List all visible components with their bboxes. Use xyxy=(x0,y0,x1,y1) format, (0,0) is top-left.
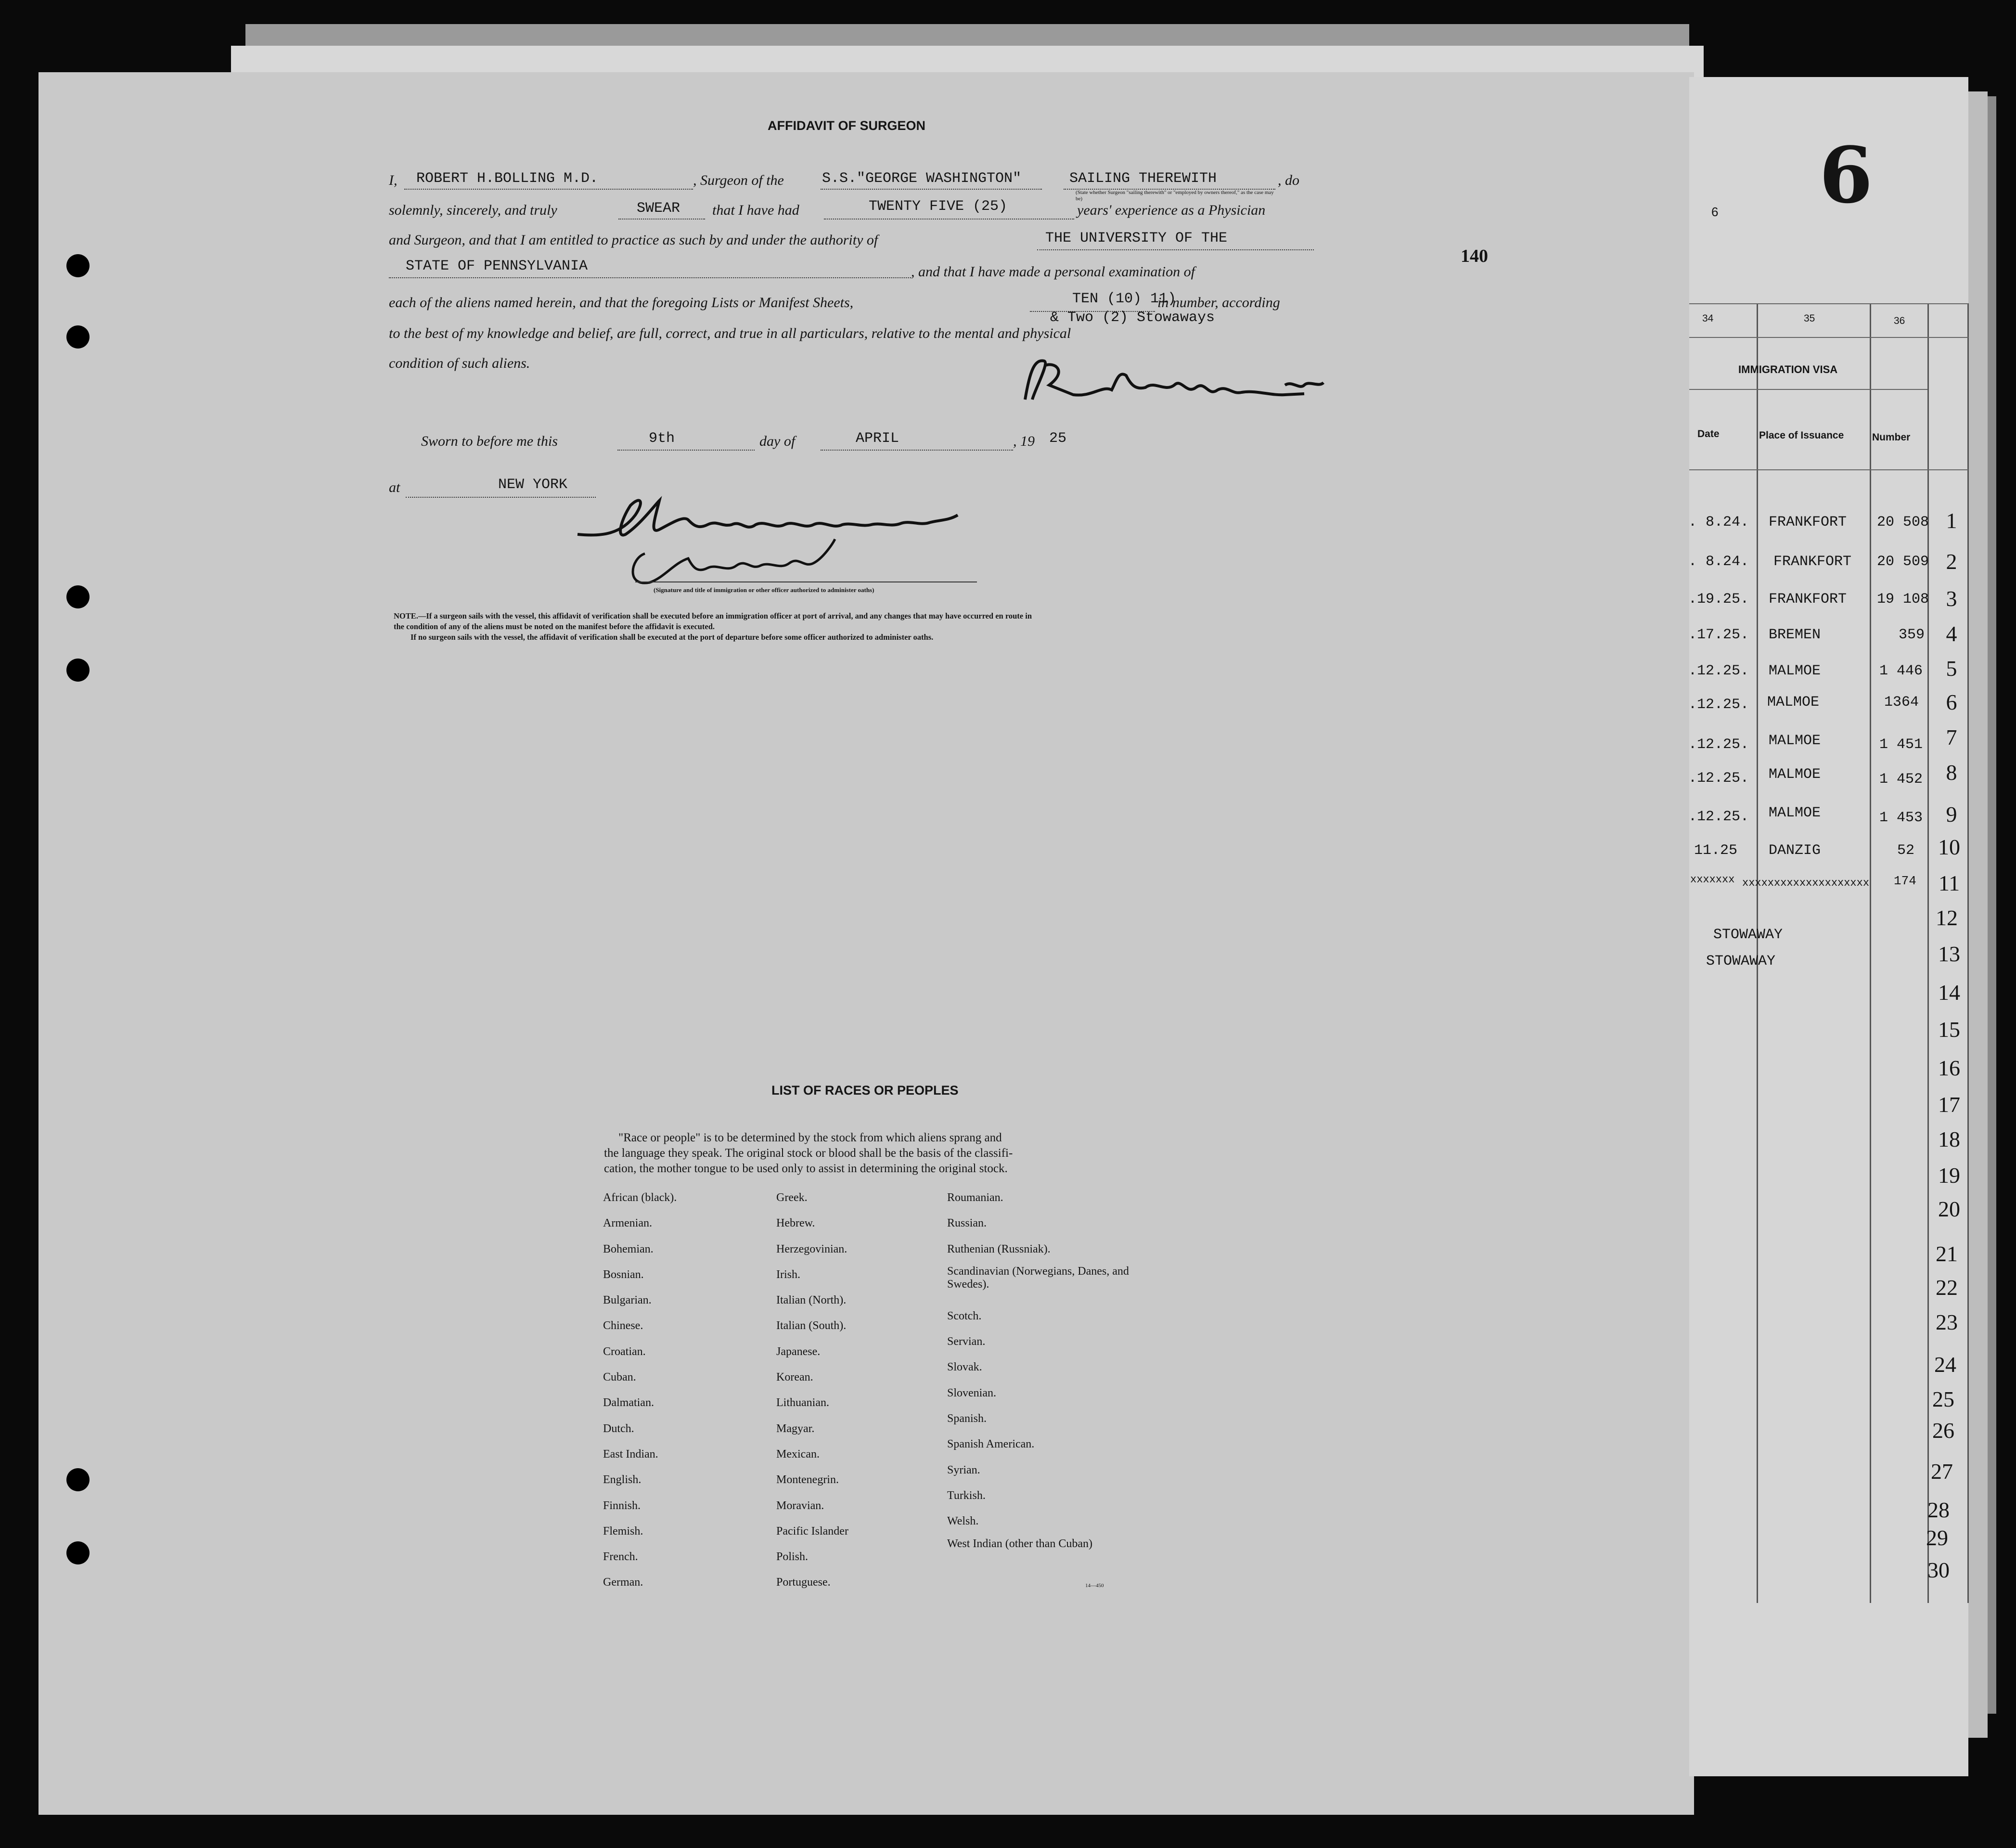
line-number: 15 xyxy=(1938,1017,1960,1042)
punch-hole xyxy=(66,659,90,682)
race-item: Magyar. xyxy=(776,1422,815,1435)
visa-number: 52 xyxy=(1897,842,1915,859)
form-number: 14—450 xyxy=(1085,1583,1104,1589)
race-item: Italian (South). xyxy=(776,1319,847,1332)
header-date: Date xyxy=(1697,428,1720,439)
line-number: 4 xyxy=(1946,621,1957,646)
race-item: Ruthenian (Russniak). xyxy=(947,1242,1051,1255)
header-rule xyxy=(1689,469,1968,470)
oath-word: SWEAR xyxy=(637,200,681,217)
race-item: Russian. xyxy=(947,1217,987,1230)
line-number: 7 xyxy=(1946,725,1957,750)
visa-date: . 8.24. xyxy=(1688,514,1749,530)
race-item: Portuguese. xyxy=(776,1576,831,1589)
race-item: Hebrew. xyxy=(776,1217,815,1230)
races-intro-2: the language they speak. The original stock or blood shall be the basis of the classifi- xyxy=(604,1147,1013,1160)
visa-date: STOWAWAY xyxy=(1706,953,1776,969)
visa-number: 20 508 xyxy=(1877,514,1929,530)
race-item: Pacific Islander xyxy=(776,1525,848,1538)
header-rule xyxy=(1689,389,1927,390)
race-item: Welsh. xyxy=(947,1515,979,1528)
surgeon-name: ROBERT H.BOLLING M.D. xyxy=(416,170,599,187)
race-item: Bulgarian. xyxy=(603,1294,652,1307)
visa-date: .12.25. xyxy=(1688,809,1749,825)
race-item: Japanese. xyxy=(776,1345,821,1358)
sailing-status: SAILING THEREWITH xyxy=(1069,170,1217,187)
race-item: Slovenian. xyxy=(947,1386,996,1399)
visa-number: 20 509 xyxy=(1877,554,1929,570)
race-item: Lithuanian. xyxy=(776,1396,829,1409)
line-number: 11 xyxy=(1938,871,1960,895)
line-number: 28 xyxy=(1927,1498,1950,1522)
visa-place: MALMOE xyxy=(1767,694,1820,711)
visa-place: xxxxxxxxxxxxxxxxxxxx xyxy=(1742,877,1870,889)
visa-number: 1364 xyxy=(1884,694,1919,711)
race-item: English. xyxy=(603,1473,642,1486)
header-place-of-issuance: Place of Issuance xyxy=(1759,430,1844,441)
visa-date: .12.25. xyxy=(1688,663,1749,679)
race-item: West Indian (other than Cuban) xyxy=(947,1537,1092,1550)
punch-hole xyxy=(66,585,90,608)
affidavit-line6: to the best of my knowledge and belief, are full, correct, and true in all particulars, relative to the mental and physical xyxy=(389,325,1071,341)
race-item: Montenegrin. xyxy=(776,1473,839,1486)
year-prefix: , 19 xyxy=(1013,433,1035,449)
column-rule xyxy=(1870,303,1871,1603)
officer-signature xyxy=(573,486,1054,602)
race-item: Mexican. xyxy=(776,1447,820,1460)
header-rule xyxy=(1689,303,1968,304)
affidavit-line1-mid: , Surgeon of the xyxy=(693,172,784,188)
visa-place: FRANKFORT xyxy=(1769,591,1847,607)
affidavit-title: AFFIDAVIT OF SURGEON xyxy=(768,118,925,133)
line-number: 9 xyxy=(1946,802,1957,827)
sailing-note: (State whether Surgeon "sailing therewith" or "employed by owners thereof," as the case may be) xyxy=(1076,190,1274,202)
line-number: 25 xyxy=(1932,1387,1954,1411)
sheet-number: 6 xyxy=(1819,130,1873,220)
visa-date: 11.25 xyxy=(1694,842,1738,859)
affidavit-line5-end: in number, according xyxy=(1157,295,1280,310)
affidavit-line3: and Surgeon, and that I am entitled to practice as such by and under the authority of xyxy=(389,232,878,248)
sheet-small-number: 6 xyxy=(1711,205,1719,219)
race-item: Polish. xyxy=(776,1551,809,1564)
line-number: 1 xyxy=(1946,508,1957,533)
race-item: Scotch. xyxy=(947,1309,982,1322)
column-number-34: 34 xyxy=(1702,313,1714,324)
race-item: Herzegovinian. xyxy=(776,1242,847,1255)
races-column-3 xyxy=(947,1185,1130,1571)
visa-place: FRANKFORT xyxy=(1769,514,1847,530)
sworn-label: Sworn to before me this xyxy=(421,433,558,449)
race-item: African (black). xyxy=(603,1191,677,1204)
note-line-2: the condition of any of the aliens must be noted on the manifest before the affidavit is executed. xyxy=(394,622,715,631)
race-item: Armenian. xyxy=(603,1217,652,1230)
line-number: 24 xyxy=(1934,1352,1956,1377)
line-number: 10 xyxy=(1938,835,1960,859)
race-item: Turkish. xyxy=(947,1489,986,1502)
affidavit-line2-end: years' experience as a Physician xyxy=(1077,202,1266,218)
years-experience: TWENTY FIVE (25) xyxy=(869,198,1008,215)
line-number: 16 xyxy=(1938,1056,1960,1080)
visa-place: MALMOE xyxy=(1769,663,1821,679)
race-item: Dalmatian. xyxy=(603,1396,654,1409)
race-item: Flemish. xyxy=(603,1525,643,1538)
visa-date: .17.25. xyxy=(1688,627,1749,643)
line-number: 19 xyxy=(1938,1163,1960,1188)
affidavit-line1-prefix: I, xyxy=(389,172,398,188)
race-item: Finnish. xyxy=(603,1499,641,1512)
visa-place: MALMOE xyxy=(1769,805,1821,821)
visa-place: MALMOE xyxy=(1769,766,1821,783)
race-item: Croatian. xyxy=(603,1345,646,1358)
note-line-3: If no surgeon sails with the vessel, the affidavit of verification shall be executed at the port of departure before some officer authorized to administer oaths. xyxy=(411,633,934,642)
authority-line2: STATE OF PENNSYLVANIA xyxy=(406,258,588,274)
punch-hole xyxy=(66,1541,90,1564)
sworn-year: 25 xyxy=(1049,430,1067,447)
race-item: East Indian. xyxy=(603,1447,658,1460)
race-item: Greek. xyxy=(776,1191,808,1204)
visa-date: xxxxxxx xyxy=(1690,874,1735,886)
line-number: 20 xyxy=(1938,1197,1960,1221)
affidavit-line1-end: , do xyxy=(1278,172,1299,188)
race-item: Italian (North). xyxy=(776,1294,847,1307)
sworn-month: APRIL xyxy=(856,430,899,447)
race-item: Cuban. xyxy=(603,1371,636,1384)
visa-place: BREMEN xyxy=(1769,627,1821,643)
race-item: Spanish American. xyxy=(947,1438,1035,1451)
day-of-label: day of xyxy=(759,433,796,449)
line-number: 12 xyxy=(1936,905,1958,930)
surgeon-signature xyxy=(1015,351,1328,409)
ship-name: S.S."GEORGE WASHINGTON" xyxy=(822,170,1022,187)
visa-number: 19 108 xyxy=(1877,591,1929,607)
column-number-35: 35 xyxy=(1804,313,1815,324)
visa-place: FRANKFORT xyxy=(1773,554,1852,570)
line-number: 30 xyxy=(1927,1558,1950,1582)
visa-date: .19.25. xyxy=(1688,591,1749,607)
at-label: at xyxy=(389,479,400,495)
affidavit-line2-mid: that I have had xyxy=(712,202,799,218)
sworn-day: 9th xyxy=(649,430,675,447)
page-number: 140 xyxy=(1461,246,1488,266)
race-item: Moravian. xyxy=(776,1499,824,1512)
visa-number: 1 452 xyxy=(1879,771,1923,788)
visa-date: . 8.24. xyxy=(1688,554,1749,570)
authority-line1: THE UNIVERSITY OF THE xyxy=(1045,230,1228,246)
visa-number: 1 446 xyxy=(1879,663,1923,679)
line-number: 27 xyxy=(1931,1459,1953,1484)
races-column-2 xyxy=(776,1185,848,1596)
visa-date: .12.25. xyxy=(1688,737,1749,753)
page-edge xyxy=(1968,91,1988,1738)
race-item: Dutch. xyxy=(603,1422,634,1435)
races-title: LIST OF RACES OR PEOPLES xyxy=(771,1083,959,1098)
line-number: 26 xyxy=(1932,1418,1954,1443)
visa-number: 174 xyxy=(1894,874,1916,888)
visa-date: STOWAWAY xyxy=(1713,927,1783,943)
officer-caption: (Signature and title of immigration or other officer authorized to administer oaths) xyxy=(654,586,874,594)
race-item: Irish. xyxy=(776,1268,800,1281)
line-number: 2 xyxy=(1946,549,1957,574)
column-number-36: 36 xyxy=(1894,315,1905,326)
sheet-count: TEN (10) 11) xyxy=(1072,291,1177,307)
header-number: Number xyxy=(1872,432,1911,443)
column-rule xyxy=(1967,303,1969,1603)
race-item: Syrian. xyxy=(947,1463,980,1476)
race-item: Bohemian. xyxy=(603,1242,654,1255)
visa-number: 359 xyxy=(1899,627,1925,643)
note-line-1: NOTE.—If a surgeon sails with the vessel, this affidavit of verification shall be executed before an immigration officer at port of arrival, and any changes that may have occurred en route in xyxy=(394,611,1032,620)
stowaways-note: & Two (2) Stowaways xyxy=(1050,310,1215,326)
race-item: Slovak. xyxy=(947,1361,982,1374)
race-item: German. xyxy=(603,1576,643,1589)
races-column-1 xyxy=(603,1185,677,1596)
race-item: Bosnian. xyxy=(603,1268,644,1281)
race-item: Korean. xyxy=(776,1371,813,1384)
line-number: 18 xyxy=(1938,1127,1960,1151)
line-number: 22 xyxy=(1936,1275,1958,1300)
visa-number: 1 451 xyxy=(1879,737,1923,753)
race-item: Roumanian. xyxy=(947,1191,1003,1204)
line-number: 14 xyxy=(1938,980,1960,1005)
race-item: Spanish. xyxy=(947,1412,987,1425)
line-number: 29 xyxy=(1926,1525,1948,1550)
page-edge-shadow xyxy=(1988,96,1996,1714)
line-number: 5 xyxy=(1946,656,1957,681)
line-number: 17 xyxy=(1938,1092,1960,1117)
affidavit-line5: each of the aliens named herein, and that the foregoing Lists or Manifest Sheets, xyxy=(389,295,854,310)
punch-hole xyxy=(66,254,90,277)
visa-place: DANZIG xyxy=(1769,842,1821,859)
line-number: 13 xyxy=(1938,942,1960,966)
visa-place: MALMOE xyxy=(1769,733,1821,749)
month-field xyxy=(821,432,1013,451)
affidavit-line7: condition of such aliens. xyxy=(389,355,530,371)
races-intro-1: "Race or people" is to be determined by the stock from which aliens sprang and xyxy=(618,1131,1002,1144)
races-intro-3: cation, the mother tongue to be used only to assist in determining the original stock. xyxy=(604,1162,1008,1175)
line-number: 23 xyxy=(1936,1310,1958,1334)
visa-number: 1 453 xyxy=(1879,810,1923,826)
visa-date: .12.25. xyxy=(1688,770,1749,787)
affidavit-line2-prefix: solemnly, sincerely, and truly xyxy=(389,202,557,218)
punch-hole xyxy=(66,325,90,349)
line-number: 6 xyxy=(1946,690,1957,714)
race-item: Chinese. xyxy=(603,1319,643,1332)
race-item: French. xyxy=(603,1551,638,1564)
header-rule xyxy=(1689,337,1968,338)
line-number: 3 xyxy=(1946,586,1957,611)
sworn-place: NEW YORK xyxy=(498,477,568,493)
race-item: Servian. xyxy=(947,1335,986,1348)
line-number: 8 xyxy=(1946,760,1957,785)
affidavit-line4-end: , and that I have made a personal examination of xyxy=(911,264,1195,280)
immigration-visa-title: IMMIGRATION VISA xyxy=(1738,363,1838,375)
race-item: Scandinavian (Norwegians, Danes, and Swedes). xyxy=(947,1265,1129,1291)
visa-date: .12.25. xyxy=(1688,697,1749,713)
punch-hole xyxy=(66,1468,90,1491)
line-number: 21 xyxy=(1936,1241,1958,1266)
day-field xyxy=(617,432,755,451)
